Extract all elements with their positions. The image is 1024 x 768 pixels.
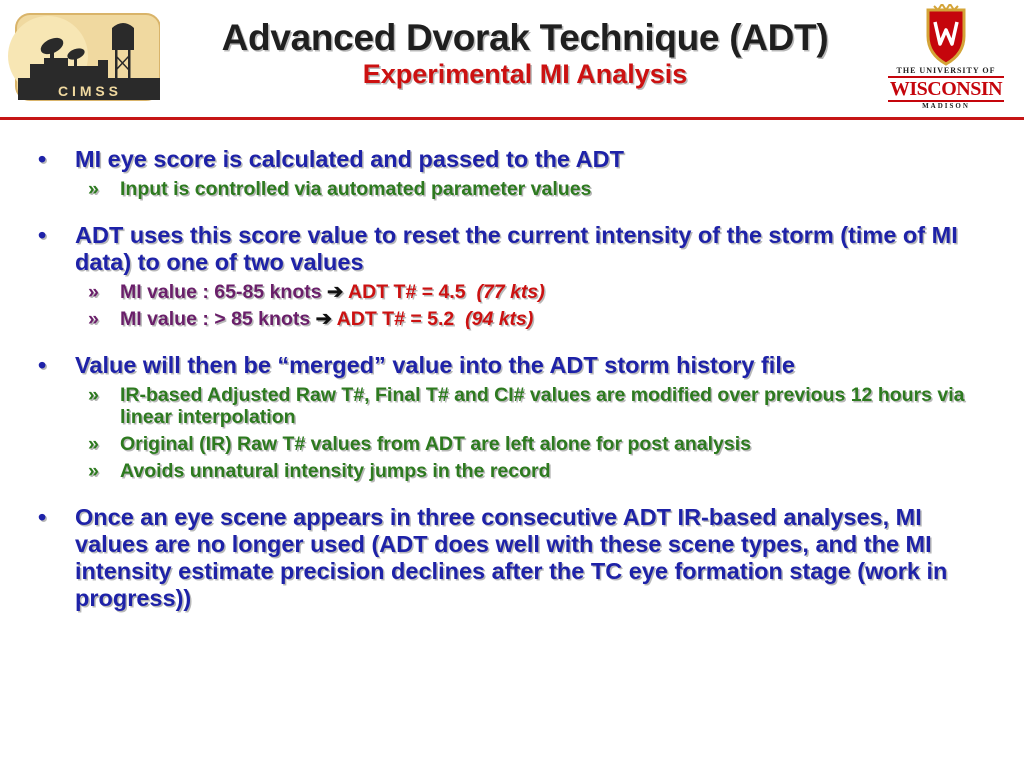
bullet-marker: • xyxy=(38,222,47,248)
cimss-logo xyxy=(8,8,160,104)
bullet-text: Value will then be “merged” value into the ADT storm history file xyxy=(75,352,795,378)
adt-result: ADT T# = 4.5 xyxy=(348,281,466,303)
sub-bullet-marker: » xyxy=(88,460,99,482)
cimss-logo-text: C I M S S xyxy=(58,83,118,99)
page-title: Advanced Dvorak Technique (ADT) xyxy=(221,17,829,58)
crest-icon xyxy=(924,4,968,66)
bullet-4 xyxy=(0,504,1024,612)
sub-bullet-2-2 xyxy=(0,308,1024,330)
bullet-text: MI eye score is calculated and passed to the ADT xyxy=(75,146,624,172)
sub-bullet-marker: » xyxy=(88,178,99,200)
uw-logo-place: MADISON xyxy=(922,102,970,110)
sub-bullet-marker: » xyxy=(88,281,99,303)
sub-bullet-3-2 xyxy=(0,433,1024,455)
sub-bullet-marker: » xyxy=(88,433,99,455)
bullet-marker: • xyxy=(38,146,47,172)
sub-bullet-3-1 xyxy=(0,384,1024,428)
arrow-icon: ➔ xyxy=(327,281,344,303)
sub-bullet-marker: » xyxy=(88,384,99,406)
bullet-1 xyxy=(0,146,1024,173)
title-block xyxy=(160,18,890,90)
bullet-text: ADT uses this score value to reset the current intensity of the storm (time of MI data) to one of two values xyxy=(75,222,958,275)
bullet-3 xyxy=(0,352,1024,379)
bullet-marker: • xyxy=(38,504,47,530)
sub-bullet-text: Original (IR) Raw T# values from ADT are left alone for post analysis xyxy=(120,433,752,455)
bullet-marker: • xyxy=(38,352,47,378)
sub-bullet-2-1 xyxy=(0,281,1024,303)
arrow-icon: ➔ xyxy=(315,308,332,330)
knots-value: (94 kts) xyxy=(465,308,534,330)
title-divider xyxy=(0,117,1024,120)
sub-bullet-text: Input is controlled via automated parameter values xyxy=(120,178,592,200)
uw-logo-name: WISCONSIN xyxy=(889,78,1003,100)
sub-bullet-1-1 xyxy=(0,178,1024,200)
page-subtitle: Experimental MI Analysis xyxy=(362,59,688,89)
mi-value-label: MI value : 65-85 knots xyxy=(120,281,322,303)
sub-bullet-text: IR-based Adjusted Raw T#, Final T# and CI# values are modified over previous 12 hours via linear interpolation xyxy=(120,384,965,428)
adt-result: ADT T# = 5.2 xyxy=(336,308,455,330)
mi-value-label: MI value : > 85 knots xyxy=(120,308,311,330)
slide-content xyxy=(0,146,1024,612)
bullet-text: Once an eye scene appears in three consecutive ADT IR-based analyses, MI values are no longer used (ADT does well with these scene types, and the MI intensity estimate precision declines after the TC eye formation stage (work in progress)) xyxy=(75,504,948,611)
uw-logo xyxy=(888,4,1004,110)
sub-bullet-marker: » xyxy=(88,308,99,330)
sub-bullet-3-3 xyxy=(0,460,1024,482)
uw-logo-line1: THE UNIVERSITY OF xyxy=(896,66,996,75)
sub-bullet-text: Avoids unnatural intensity jumps in the record xyxy=(120,460,551,482)
knots-value: (77 kts) xyxy=(476,281,545,303)
bullet-2 xyxy=(0,222,1024,276)
